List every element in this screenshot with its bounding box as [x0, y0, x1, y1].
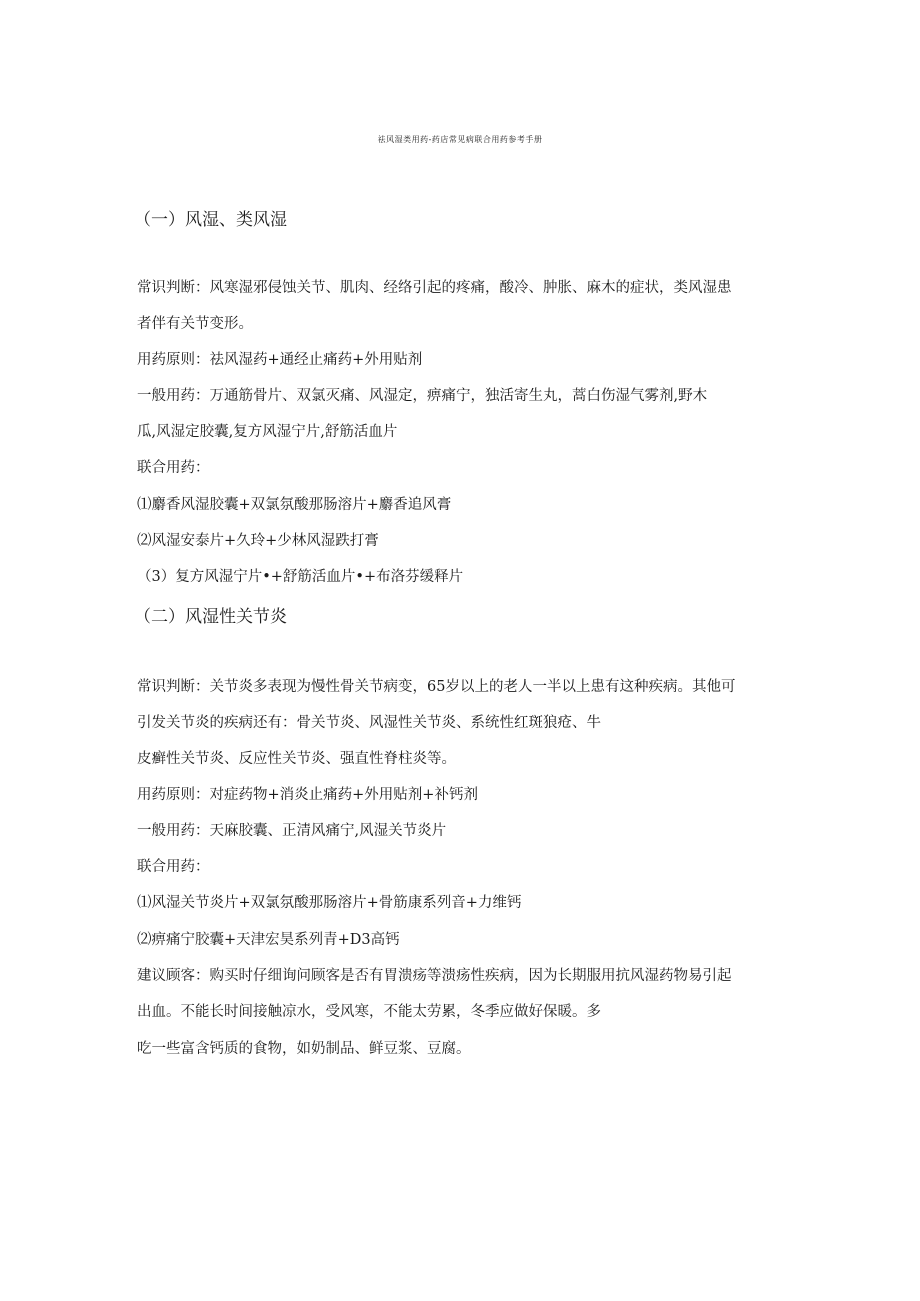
paragraph-line: 吃一些富含钙质的食物，如奶制品、鲜豆浆、豆腐。 [137, 1041, 471, 1057]
paragraph-line: 皮癣性关节炎、反应性关节炎、强直性脊柱炎等。 [137, 751, 456, 767]
list-item: ⑵痹痛宁胶囊+天津宏昊系列青+D3高钙 [137, 932, 400, 948]
paragraph-line: 者伴有关节变形。 [137, 316, 253, 332]
paragraph-line: 联合用药： [137, 460, 210, 476]
paragraph-line: 瓜,风湿定胶囊,复方风湿宁片,舒筋活血片 [137, 424, 398, 440]
paragraph-line: 一般用药：天麻胶囊、正清风痛宁,风湿关节炎片 [137, 823, 447, 839]
paragraph-line: 建议顾客：购买时仔细询问顾客是否有胃溃疡等溃疡性疾病，因为长期服用抗风湿药物易引起 [137, 968, 732, 984]
paragraph-line: 用药原则：祛风湿药+通经止痛药+外用贴剂 [137, 352, 423, 368]
paragraph-line: 联合用药： [137, 859, 210, 875]
paragraph-line: 一般用药：万通筋骨片、双氯灭痛、风湿定，痹痛宁，独活寄生丸，蒿白伤湿气雾剂,野木 [137, 388, 708, 404]
paragraph-line: 常识判断：关节炎多表现为慢性骨关节病变，65岁以上的老人一半以上患有这种疾病。其他可 [137, 679, 736, 695]
paragraph-line: 出血。不能长时间接触凉水，受风寒，不能太劳累，冬季应做好保暖。多 [137, 1004, 601, 1020]
paragraph-line: 引发关节炎的疾病还有：骨关节炎、风湿性关节炎、系统性红斑狼疮、牛 [137, 715, 601, 731]
paragraph-line: 常识判断：风寒湿邪侵蚀关节、肌肉、经络引起的疼痛，酸冷、肿胀、麻木的症状，类风湿患 [137, 280, 732, 296]
list-item: （3）复方风湿宁片•+舒筋活血片•+布洛芬缓释片 [137, 569, 464, 585]
section-heading-arthritis: （二）风湿性关节炎 [134, 607, 287, 627]
paragraph-line: 用药原则：对症药物+消炎止痛药+外用贴剂+补钙剂 [137, 787, 478, 803]
section-heading-rheumatism: （一）风湿、类风湿 [134, 210, 287, 230]
list-item: ⑴风湿关节炎片+双氯氛酸那肠溶片+骨筋康系列音+力维钙 [137, 895, 522, 911]
list-item: ⑵风湿安泰片+久玲+少林风湿跌打膏 [137, 533, 379, 549]
list-item: ⑴麝香风湿胶囊+双氯氛酸那肠溶片+麝香追风膏 [137, 497, 452, 513]
page-title: 祛风湿类用药-药店常见病联合用药参考手册 [377, 135, 543, 144]
